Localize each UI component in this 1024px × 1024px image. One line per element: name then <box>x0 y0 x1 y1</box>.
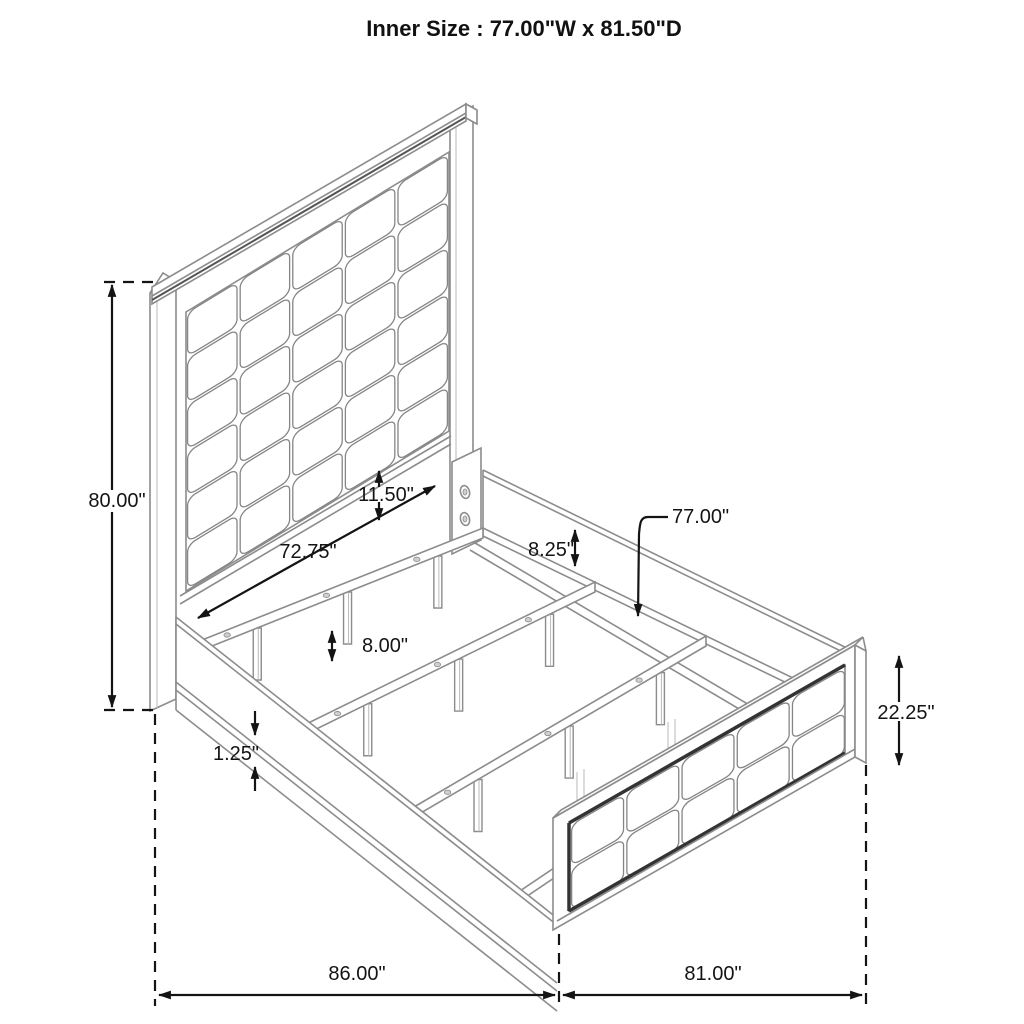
page-title: Inner Size : 77.00"W x 81.50"D <box>366 16 682 41</box>
slat-leg <box>344 592 352 644</box>
slat-leg <box>455 659 463 711</box>
dim-overall-width-label: 81.00" <box>684 963 742 985</box>
slat-screw <box>636 678 642 682</box>
slat-leg <box>364 704 372 756</box>
slat-screw <box>414 557 420 561</box>
dim-side-rail-depth-label: 8.25" <box>527 539 575 561</box>
slat-screw <box>545 731 551 735</box>
slat-leg <box>656 673 664 725</box>
slat-screw <box>323 593 329 597</box>
slat-screw <box>434 662 440 666</box>
slat-leg <box>565 726 573 778</box>
slat-leg <box>546 614 554 666</box>
slat-screw <box>525 618 531 622</box>
slat-screw <box>444 790 450 794</box>
slat-leg <box>253 628 261 680</box>
dim-inner-width-label: 77.00" <box>672 506 730 528</box>
dim-headboard-clearance-label: 11.50" <box>358 484 414 506</box>
dim-headboard-height-label: 80.00" <box>88 490 146 512</box>
slat-leg <box>434 556 442 608</box>
dim-slat-rail-length-label: 72.75" <box>279 541 337 563</box>
slat-screw <box>224 633 230 637</box>
dim-support-leg-height-label: 8.00" <box>362 635 409 657</box>
slat-screw <box>334 711 340 715</box>
slat-leg <box>474 780 482 832</box>
headboard <box>150 104 481 711</box>
dim-overall-length-label: 86.00" <box>328 963 386 985</box>
dim-rail-trim-label: 1.25" <box>212 743 260 765</box>
dim-footboard-height-label: 22.25" <box>877 702 935 724</box>
